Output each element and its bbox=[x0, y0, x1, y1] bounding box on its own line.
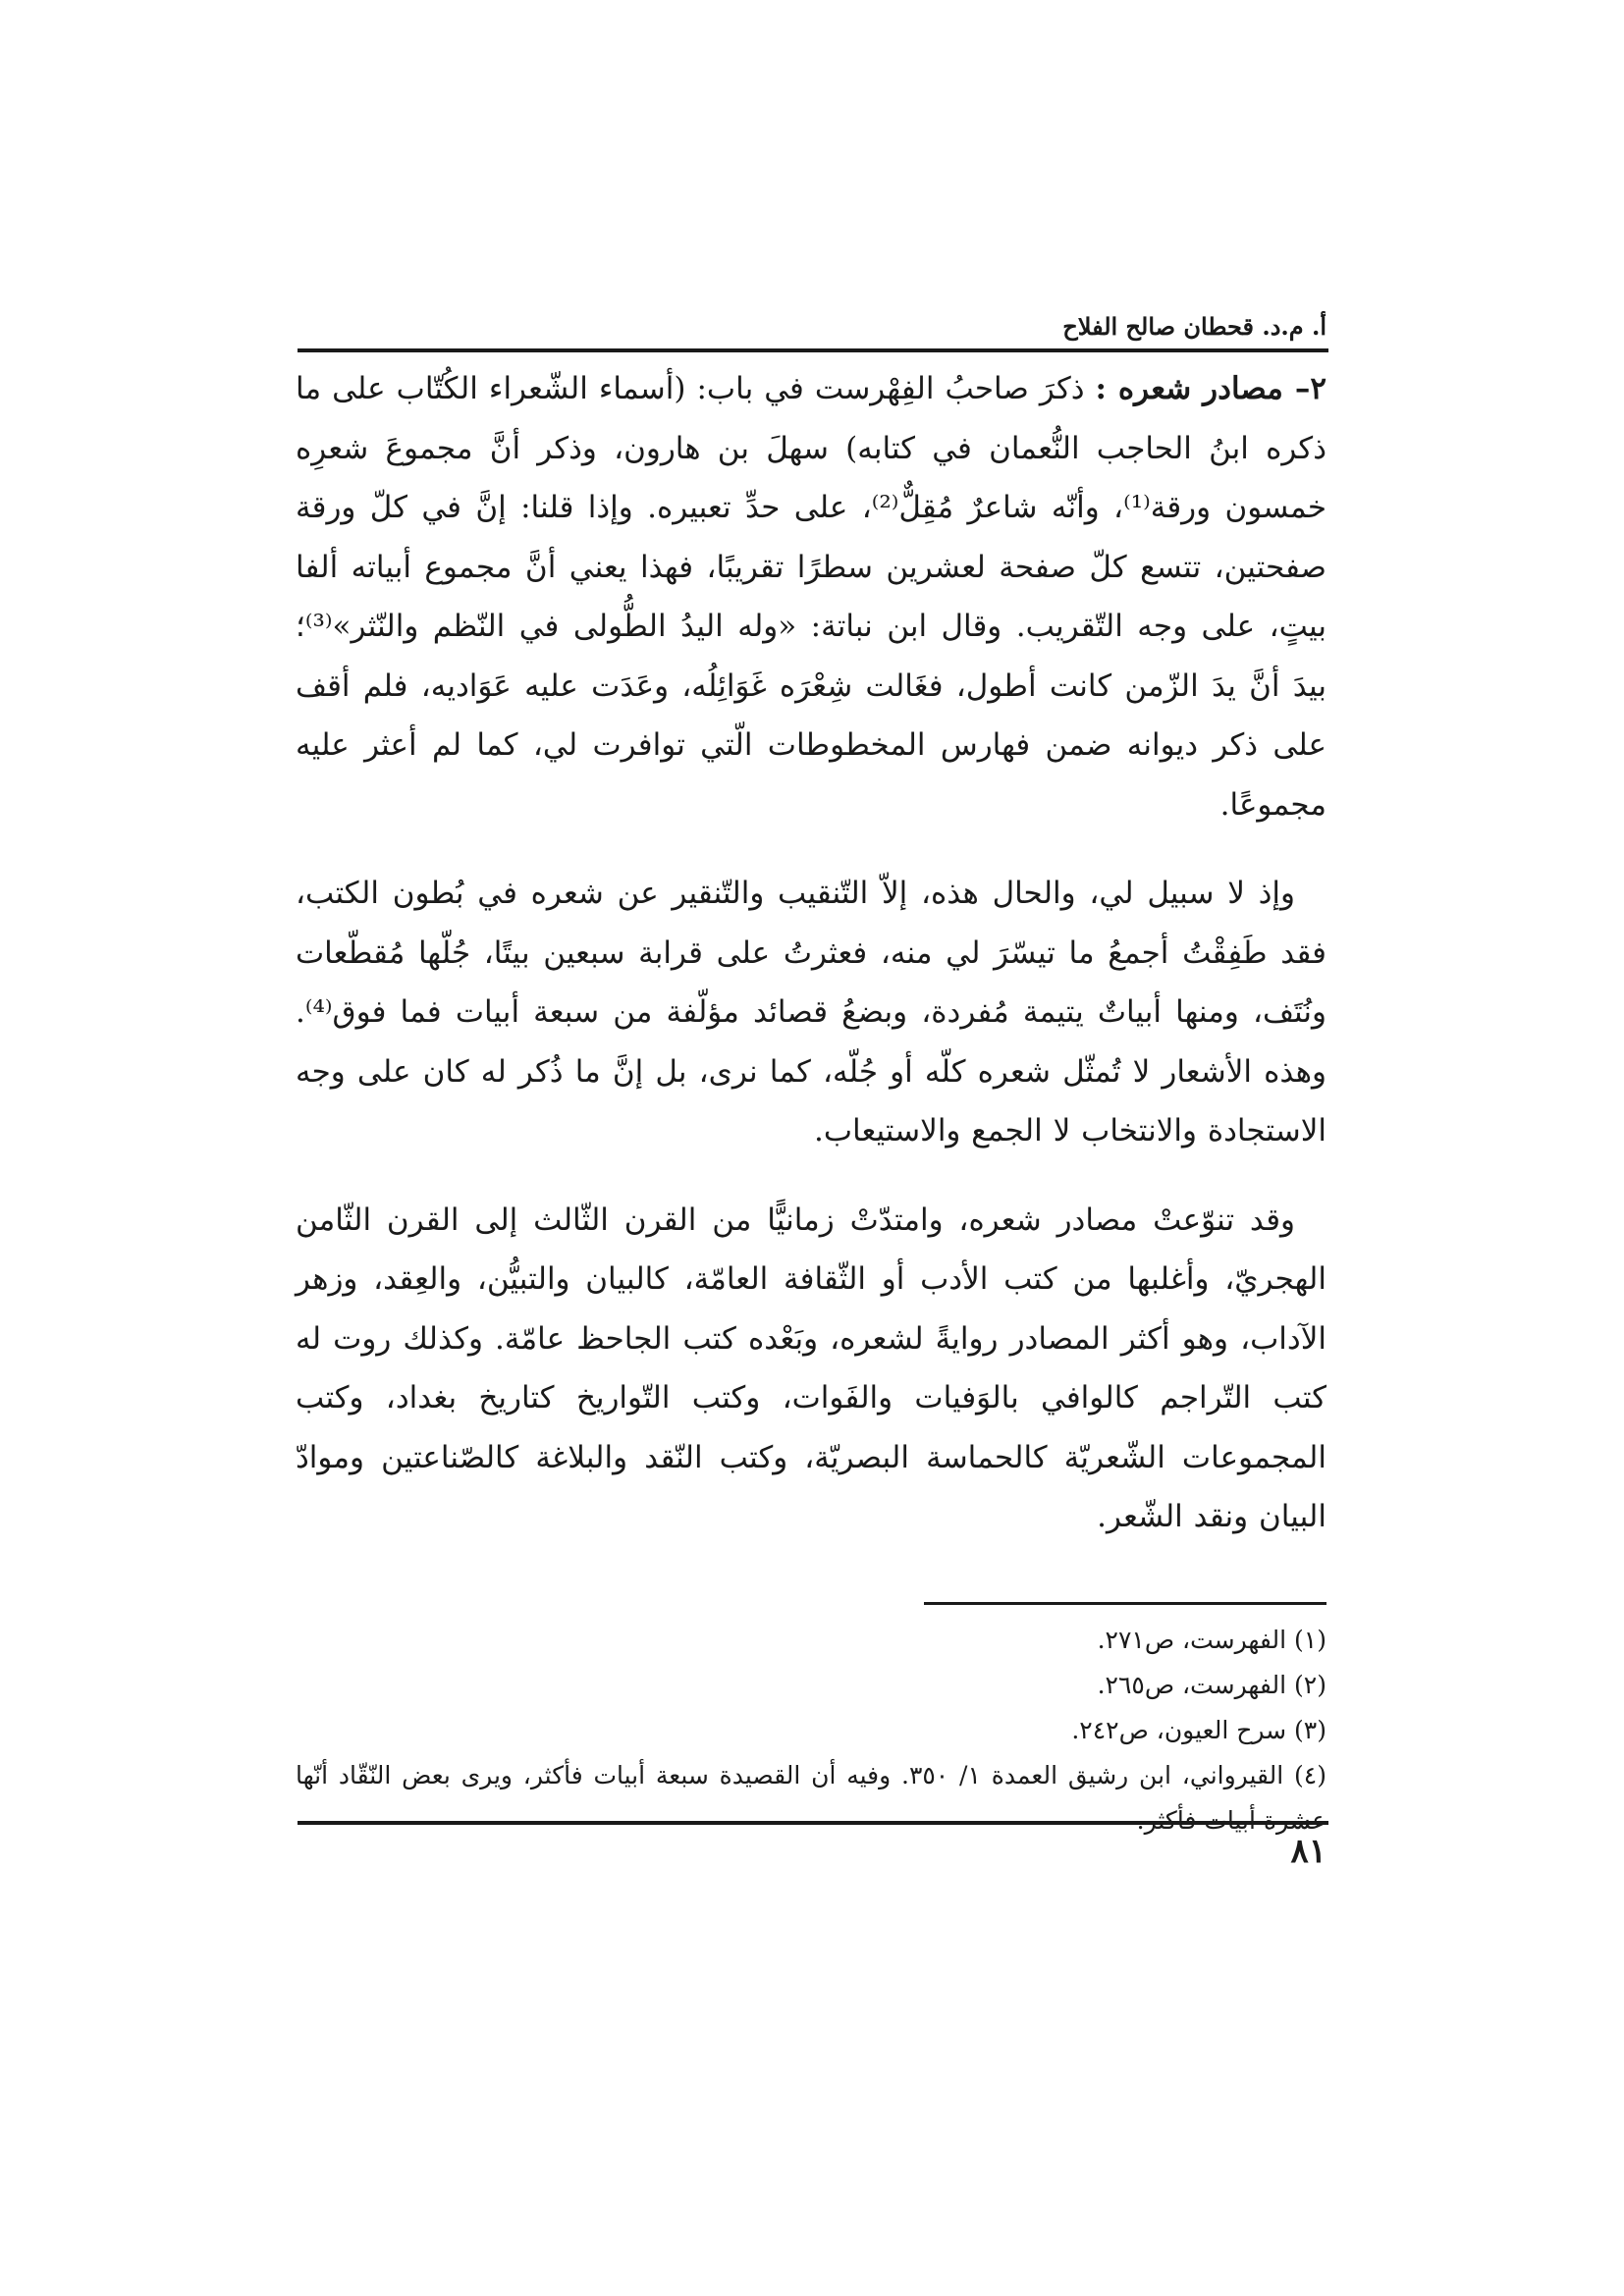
footer-rule bbox=[298, 1821, 1328, 1825]
paragraph-1-text: ذكرَ صاحبُ الفِهْرست في باب: (أسماء الشّعراء الكُتّاب على ما ذكره ابنُ الحاجب النُّعمان في كتابه) سهلَ بن هارون، وذكر أنَّ مجموعَ شعرِه خمسون ورقة⁽¹⁾، وأنّه شاعرٌ مُقِلٌّ⁽²⁾، على حدِّ تعبيره. وإذا قلنا: إنَّ في كلّ ورقة صفحتين، تتسع كلّ صفحة لعشرين سطرًا تقريبًا، فهذا يعني أنَّ مجموع أبياته ألفا بيتٍ، على وجه التّقريب. وقال ابن نباتة: «وله اليدُ الطُّولى في النّظم والنّثر»⁽³⁾؛ بيدَ أنَّ يدَ الزّمن كانت أطول، فغَالت شِعْرَه غَوَائِلُه، وعَدَت عليه عَوَاديه، فلم أقف على ذكر ديوانه ضمن فهارس المخطوطات الّتي توافرت لي، كما لم أعثر عليه مجموعًا. bbox=[296, 371, 1326, 823]
section-heading: ٢– مصادر شعره : bbox=[1095, 371, 1326, 406]
header-rule bbox=[298, 348, 1328, 352]
footnote-separator bbox=[924, 1602, 1326, 1605]
footnotes bbox=[296, 1618, 1326, 1843]
running-header-author: أ. م.د. قحطان صالح الفلاح bbox=[1062, 312, 1326, 341]
paragraph-3: وقد تنوّعتْ مصادر شعره، وامتدّتْ زمانيًّا من القرن الثّالث إلى القرن الثّامن الهجريّ، وأغلبها من كتب الأدب أو الثّقافة العامّة، كالبيان والتبيُّن، والعِقد، وزهر الآداب، وهو أكثر المصادر روايةً لشعره، وبَعْده كتب الجاحظ عامّة. وكذلك روت له كتب التّراجم كالوافي بالوَفيات والفَوات، وكتب التّواريخ كتاريخ بغداد، وكتب المجموعات الشّعريّة كالحماسة البصريّة، وكتب النّقد والبلاغة كالصّناعتين وموادّ البيان ونقد الشّعر. bbox=[296, 1201, 1326, 1534]
footnote-4: (٤) القيرواني، ابن رشيق العمدة ١/ ٣٥٠. وفيه أن القصيدة سبعة أبيات فأكثر، ويرى بعض النّقّاد أنّها عشرة أبيات فأكثر. bbox=[296, 1761, 1326, 1835]
body-text bbox=[296, 359, 1326, 1547]
page-number: ٨١ bbox=[1290, 1832, 1326, 1871]
footnote-1: (١) الفهرست، ص٢٧١. bbox=[1097, 1626, 1326, 1654]
paragraph-1 bbox=[296, 359, 1326, 834]
paragraph-2: وإذ لا سبيل لي، والحال هذه، إلاّ التّنقيب والتّنقير عن شعره في بُطون الكتب، فقد طَفِقْتُ أجمعُ ما تيسّرَ لي منه، فعثرتُ على قرابة سبعين بيتًا، جُلّها مُقطّعات ونُتَف، ومنها أبياتٌ يتيمة مُفردة، وبضعُ قصائد مؤلّفة من سبعة أبيات فما فوق⁽⁴⁾. وهذه الأشعار لا تُمثّل شعره كلّه أو جُلّه، كما نرى، بل إنَّ ما ذُكر له كان على وجه الاستجادة والانتخاب لا الجمع والاستيعاب. bbox=[296, 876, 1326, 1148]
footnote-3: (٣) سرح العيون، ص٢٤٢. bbox=[1071, 1716, 1326, 1744]
footnote-2: (٢) الفهرست، ص٢٦٥. bbox=[1097, 1671, 1326, 1699]
